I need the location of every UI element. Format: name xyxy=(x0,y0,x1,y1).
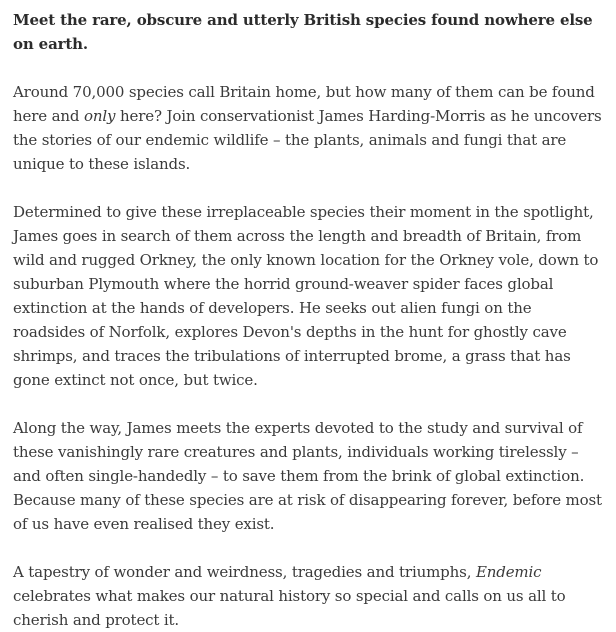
paragraph-intro-text-b: here? Join conservationist James Harding-Morris as he uncovers the stories of our endemic wildlife – the plants, animals and fungi that are unique to these islands. xyxy=(13,107,602,173)
paragraph-closing-text-a: A tapestry of wonder and weirdness, tragedies and triumphs, xyxy=(13,563,476,581)
paragraph-experts: Along the way, James meets the experts devoted to the study and survival of these vanishingly rare creatures and plants, individuals working tirelessly – and often single-handedly – to save them from the brink of global extinction. Because many of these species are at risk of disappearing forever, before most of us have even realised they exist. xyxy=(13,419,602,533)
book-title-emphasis: Endemic xyxy=(475,563,542,581)
paragraph-closing xyxy=(13,560,603,632)
paragraph-closing-text-b: celebrates what makes our natural history so special and calls on us all to cherish and protect it. xyxy=(13,587,566,629)
paragraph-intro-text-a: Around 70,000 species call Britain home, but how many of them can be found here and xyxy=(13,83,595,125)
article-headline: Meet the rare, obscure and utterly British species found nowhere else on earth. xyxy=(13,11,593,53)
article-body xyxy=(13,8,603,632)
paragraph-intro-emphasis: only xyxy=(83,107,116,125)
paragraph-journey: Determined to give these irreplaceable species their moment in the spotlight, James goes in search of them across the length and breadth of Britain, from wild and rugged Orkney, the only known location for the Orkney vole, down to suburban Plymouth where the horrid ground-weaver spider faces global extinction at the hands of developers. He seeks out alien fungi on the roadsides of Norfolk, explores Devon's depths in the hunt for ghostly cave shrimps, and traces the tribulations of interrupted brome, a grass that has gone extinct not once, but twice. xyxy=(13,203,599,389)
paragraph-intro xyxy=(13,80,603,176)
